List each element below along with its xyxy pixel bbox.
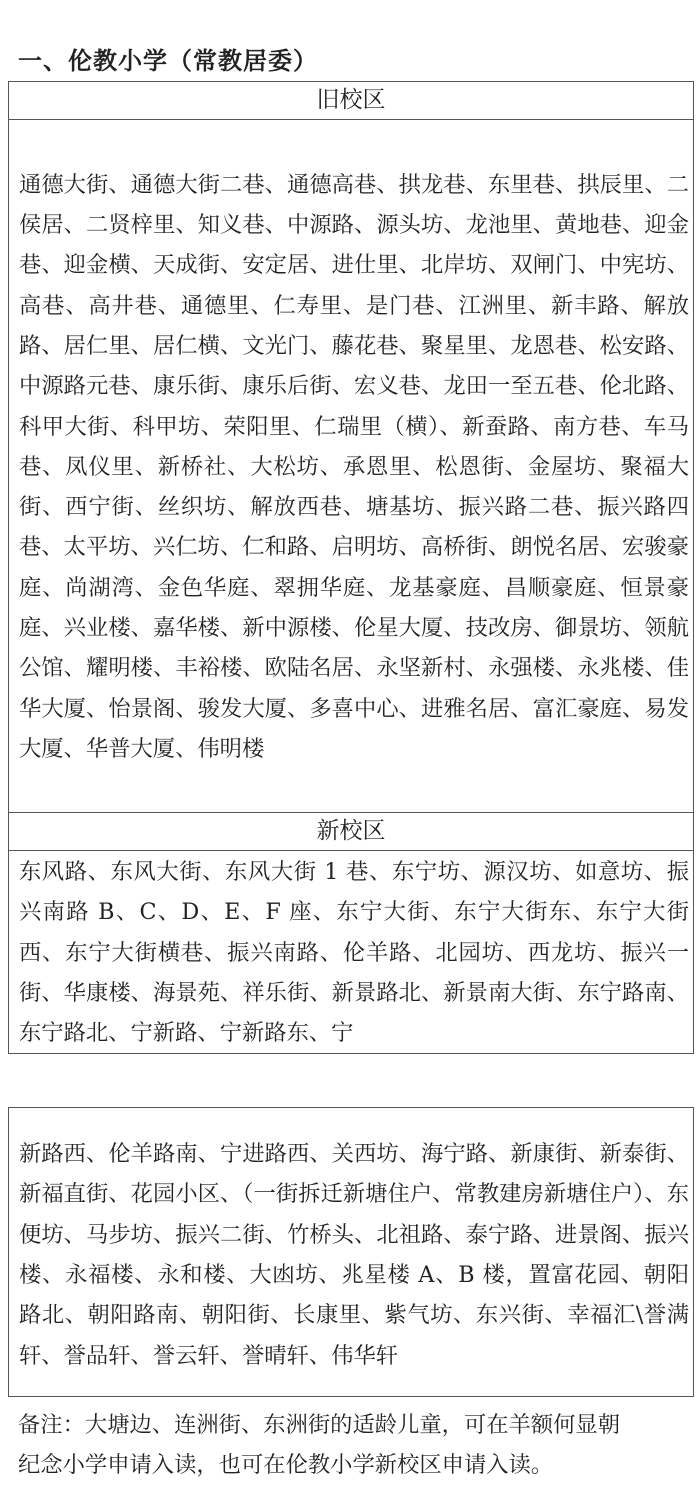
school-zone-table-continued (8, 1107, 694, 1397)
remark-line-1: 备注：大塘边、连洲街、东洲街的适龄儿童，可在羊额何显朝 (18, 1412, 621, 1438)
school-zone-table (8, 81, 694, 1054)
new-campus-header: 新校区 (9, 813, 694, 851)
remark-note (18, 1405, 700, 1485)
old-campus-streets: 通德大街、通德大街二巷、通德高巷、拱龙巷、东里巷、拱辰里、二侯居、二贤梓里、知义巷、中源路、源头坊、龙池里、黄地巷、迎金巷、迎金横、天成街、安定居、进仕里、北岸坊、双闸门、中宪坊、高巷、高井巷、通德里、仁寿里、是门巷、江洲里、新丰路、解放路、居仁里、居仁横、文光门、藤花巷、聚星里、龙恩巷、松安路、中源路元巷、康乐街、康乐后街、宏义巷、龙田一至五巷、伦北路、科甲大街、科甲坊、荣阳里、仁瑞里（横）、新蚕路、南方巷、车马巷、凤仪里、新桥社、大松坊、承恩里、松恩街、金屋坊、聚福大街、西宁街、丝织坊、解放西巷、塘基坊、振兴路二巷、振兴路四巷、太平坊、兴仁坊、仁和路、启明坊、高桥街、朗悦名居、宏骏豪庭、尚湖湾、金色华庭、翠拥华庭、龙基豪庭、昌顺豪庭、恒景豪庭、兴业楼、嘉华楼、新中源楼、伦星大厦、技改房、御景坊、领航公馆、耀明楼、丰裕楼、欧陆名居、永坚新村、永强楼、永兆楼、佳华大厦、怡景阁、骏发大厦、多喜中心、进雅名居、富汇豪庭、易发大厦、华普大厦、伟明楼 (9, 120, 694, 813)
old-campus-header: 旧校区 (9, 82, 694, 120)
new-campus-streets: 东风路、东风大街、东风大街 1 巷、东宁坊、源汉坊、如意坊、振兴南路 B、C、D、E、F 座、东宁大街、东宁大街东、东宁大街西、东宁大街横巷、振兴南路、伦羊路、北园坊、西龙坊、振兴一街、华康楼、海景苑、祥乐街、新景路北、新景南大街、东宁路南、东宁路北、宁新路、宁新路东、宁 (9, 851, 694, 1054)
new-campus-streets-continued: 新路西、伦羊路南、宁进路西、关西坊、海宁路、新康街、新泰街、新福直街、花园小区、（一街拆迁新塘住户、常教建房新塘住户）、东便坊、马步坊、振兴二街、竹桥头、北祖路、泰宁路、进景阁、振兴楼、永福楼、永和楼、大凼坊、兆星楼 A、B 楼，置富花园、朝阳路北、朝阳路南、朝阳街、长康里、紫气坊、东兴街、幸福汇\誉满轩、誉品轩、誉云轩、誉晴轩、伟华轩 (9, 1108, 694, 1397)
section-title: 一、伦教小学（常教居委） (18, 46, 318, 75)
remark-line-2: 纪念小学申请入读，也可在伦教小学新校区申请入读。 (18, 1452, 554, 1478)
